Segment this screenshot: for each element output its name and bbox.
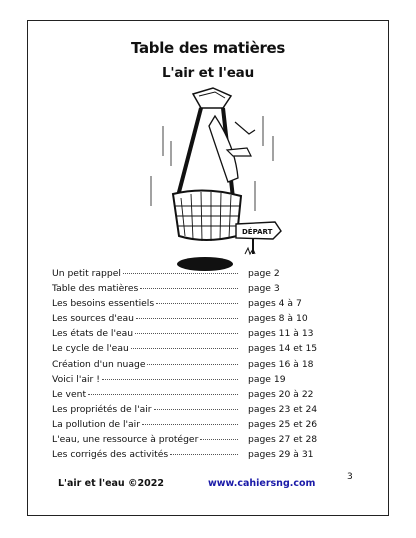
toc-entry: Les propriétés de l'air pages 23 et 24 <box>52 403 318 415</box>
footer-copyright: L'air et l'eau ©2022 <box>58 478 164 489</box>
page-title: Table des matières <box>130 39 286 57</box>
toc-entry: Les sources d'eau pages 8 à 10 <box>52 313 308 325</box>
page-frame <box>27 20 389 516</box>
table-of-contents <box>52 266 322 462</box>
leader-dots <box>102 379 238 380</box>
leader-dots <box>200 439 238 440</box>
toc-entry: Création d'un nuage pages 16 à 18 <box>52 358 314 370</box>
toc-entry: Un petit rappel page 2 <box>52 268 280 279</box>
toc-entry: Le vent pages 20 à 22 <box>52 388 314 400</box>
leader-dots <box>154 409 238 410</box>
toc-entry: Table des matières page 3 <box>52 283 280 295</box>
leader-dots <box>170 454 238 455</box>
leader-dots <box>131 348 238 349</box>
leader-dots <box>88 394 238 395</box>
hot-air-balloon-illustration <box>123 86 293 276</box>
leader-dots <box>147 364 238 365</box>
toc-entry: Les besoins essentiels pages 4 à 7 <box>52 298 302 310</box>
leader-dots <box>136 318 238 319</box>
toc-entry: Le cycle de l'eau pages 14 et 15 <box>52 343 318 355</box>
page-number: 3 <box>347 472 353 482</box>
footer-website-link[interactable]: www.cahiersng.com <box>208 478 316 489</box>
toc-entry: L'eau, une ressource à protéger pages 27 et 28 <box>52 434 318 446</box>
toc-entry: La pollution de l'air pages 25 et 26 <box>52 418 318 430</box>
departure-sign-text: DÉPART <box>242 228 273 236</box>
toc-entry: Les états de l'eau pages 11 à 13 <box>52 328 314 340</box>
leader-dots <box>123 273 238 274</box>
leader-dots <box>156 303 238 304</box>
toc-entry: Voici l'air ! page 19 <box>52 373 286 385</box>
leader-dots <box>142 424 238 425</box>
leader-dots <box>140 288 238 289</box>
page-subtitle: L'air et l'eau <box>162 65 254 81</box>
leader-dots <box>135 333 238 334</box>
toc-entry: Les corrigés des activités pages 29 à 31 <box>52 449 314 461</box>
